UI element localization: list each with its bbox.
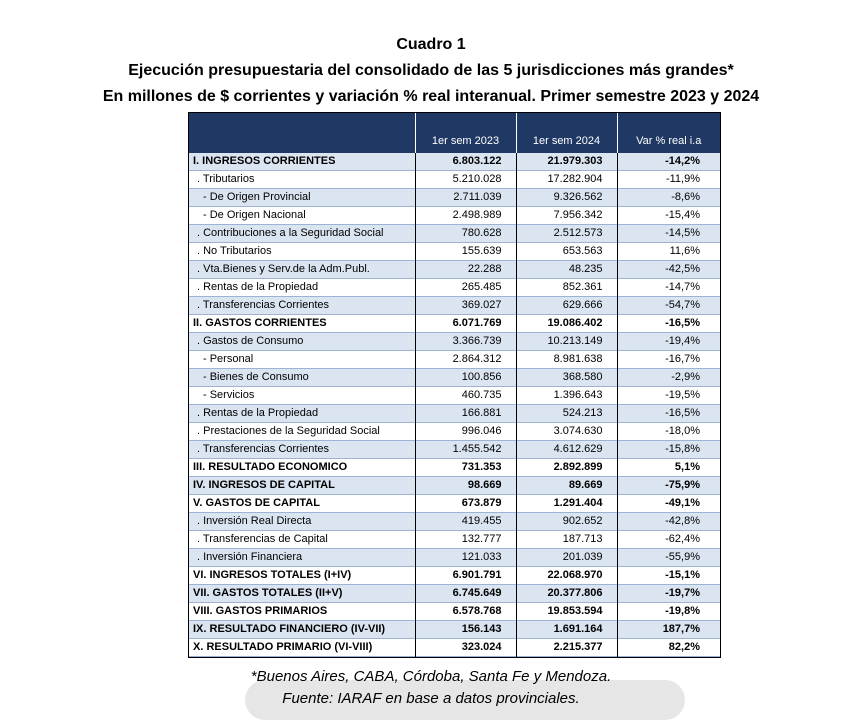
value-2024: 653.563: [516, 243, 617, 261]
header-variation: Var % real i.a: [617, 113, 720, 153]
row-label: II. GASTOS CORRIENTES: [189, 315, 415, 333]
header-2024: 1er sem 2024: [516, 113, 617, 153]
value-2024: 201.039: [516, 549, 617, 567]
value-variation: 11,6%: [617, 243, 720, 261]
value-variation: -15,1%: [617, 567, 720, 585]
table-row: [189, 477, 720, 495]
value-variation: -19,8%: [617, 603, 720, 621]
value-2024: 368.580: [516, 369, 617, 387]
value-2023: 3.366.739: [415, 333, 516, 351]
value-2023: 6.901.791: [415, 567, 516, 585]
value-2023: 132.777: [415, 531, 516, 549]
table-row: [189, 225, 720, 243]
value-variation: -16,7%: [617, 351, 720, 369]
table-row: [189, 585, 720, 603]
row-label: - Personal: [189, 351, 415, 369]
table-row: [189, 297, 720, 315]
value-2024: 902.652: [516, 513, 617, 531]
value-variation: -14,2%: [617, 153, 720, 171]
table-row: [189, 207, 720, 225]
value-2024: 3.074.630: [516, 423, 617, 441]
source-note: Fuente: IARAF en base a datos provinciales.: [282, 690, 580, 707]
table-row: [189, 441, 720, 459]
value-2024: 1.691.164: [516, 621, 617, 639]
value-2024: 22.068.970: [516, 567, 617, 585]
table-body: [189, 153, 720, 657]
value-2023: 996.046: [415, 423, 516, 441]
row-label: . Contribuciones a la Seguridad Social: [189, 225, 415, 243]
value-2023: 155.639: [415, 243, 516, 261]
value-2023: 6.803.122: [415, 153, 516, 171]
table-row: [189, 333, 720, 351]
row-label: . Gastos de Consumo: [189, 333, 415, 351]
value-2023: 460.735: [415, 387, 516, 405]
value-variation: -15,8%: [617, 441, 720, 459]
value-2023: 1.455.542: [415, 441, 516, 459]
row-label: VII. GASTOS TOTALES (II+V): [189, 585, 415, 603]
value-variation: 82,2%: [617, 639, 720, 657]
value-2023: 6.071.769: [415, 315, 516, 333]
value-variation: -14,5%: [617, 225, 720, 243]
value-2024: 187.713: [516, 531, 617, 549]
value-variation: 5,1%: [617, 459, 720, 477]
row-label: I. INGRESOS CORRIENTES: [189, 153, 415, 171]
value-2024: 1.396.643: [516, 387, 617, 405]
budget-table: [189, 113, 720, 657]
table-row: [189, 387, 720, 405]
table-row: [189, 639, 720, 657]
value-variation: -42,8%: [617, 513, 720, 531]
value-variation: -75,9%: [617, 477, 720, 495]
row-label: . Tributarios: [189, 171, 415, 189]
row-label: . Transferencias de Capital: [189, 531, 415, 549]
table-row: [189, 279, 720, 297]
value-2024: 7.956.342: [516, 207, 617, 225]
table-row: [189, 153, 720, 171]
row-label: - Servicios: [189, 387, 415, 405]
table-row: [189, 567, 720, 585]
value-2024: 2.892.899: [516, 459, 617, 477]
value-2023: 22.288: [415, 261, 516, 279]
row-label: IV. INGRESOS DE CAPITAL: [189, 477, 415, 495]
value-2024: 89.669: [516, 477, 617, 495]
row-label: . Vta.Bienes y Serv.de la Adm.Publ.: [189, 261, 415, 279]
row-label: VIII. GASTOS PRIMARIOS: [189, 603, 415, 621]
value-2024: 19.853.594: [516, 603, 617, 621]
value-variation: -19,7%: [617, 585, 720, 603]
row-label: IX. RESULTADO FINANCIERO (IV-VII): [189, 621, 415, 639]
row-label: VI. INGRESOS TOTALES (I+IV): [189, 567, 415, 585]
row-label: . Inversión Real Directa: [189, 513, 415, 531]
value-variation: -62,4%: [617, 531, 720, 549]
value-2024: 21.979.303: [516, 153, 617, 171]
value-variation: -11,9%: [617, 171, 720, 189]
table-header: [189, 113, 720, 153]
table-number: Cuadro 1: [396, 36, 466, 53]
table-row: [189, 549, 720, 567]
row-label: - Bienes de Consumo: [189, 369, 415, 387]
value-2024: 19.086.402: [516, 315, 617, 333]
row-label: III. RESULTADO ECONOMICO: [189, 459, 415, 477]
row-label: . Prestaciones de la Seguridad Social: [189, 423, 415, 441]
value-2023: 98.669: [415, 477, 516, 495]
value-2024: 10.213.149: [516, 333, 617, 351]
value-2024: 2.215.377: [516, 639, 617, 657]
row-label: X. RESULTADO PRIMARIO (VI-VIII): [189, 639, 415, 657]
table-row: [189, 189, 720, 207]
table-title: Ejecución presupuestaria del consolidado de las 5 jurisdicciones más grandes*: [128, 62, 734, 79]
value-2023: 5.210.028: [415, 171, 516, 189]
table-subtitle: En millones de $ corrientes y variación % real interanual. Primer semestre 2023 y 2024: [102, 88, 760, 105]
value-2023: 6.745.649: [415, 585, 516, 603]
table-row: [189, 495, 720, 513]
table-row: [189, 513, 720, 531]
table-row: [189, 621, 720, 639]
row-label: - De Origen Nacional: [189, 207, 415, 225]
footnote: *Buenos Aires, CABA, Córdoba, Santa Fe y Mendoza.: [250, 668, 612, 685]
value-variation: -19,4%: [617, 333, 720, 351]
value-variation: -19,5%: [617, 387, 720, 405]
table-row: [189, 603, 720, 621]
value-variation: 187,7%: [617, 621, 720, 639]
value-2023: 2.498.989: [415, 207, 516, 225]
value-variation: -8,6%: [617, 189, 720, 207]
value-2024: 629.666: [516, 297, 617, 315]
value-variation: -16,5%: [617, 315, 720, 333]
value-variation: -42,5%: [617, 261, 720, 279]
row-label: . Inversión Financiera: [189, 549, 415, 567]
table-row: [189, 369, 720, 387]
value-2023: 731.353: [415, 459, 516, 477]
value-2023: 156.143: [415, 621, 516, 639]
row-label: . Rentas de la Propiedad: [189, 405, 415, 423]
value-2023: 121.033: [415, 549, 516, 567]
value-2023: 265.485: [415, 279, 516, 297]
value-2024: 524.213: [516, 405, 617, 423]
value-2024: 17.282.904: [516, 171, 617, 189]
row-label: . Transferencias Corrientes: [189, 441, 415, 459]
value-variation: -2,9%: [617, 369, 720, 387]
table-row: [189, 351, 720, 369]
table-row: [189, 243, 720, 261]
table-row: [189, 171, 720, 189]
footer: [0, 666, 862, 710]
value-2023: 780.628: [415, 225, 516, 243]
value-2024: 1.291.404: [516, 495, 617, 513]
value-variation: -15,4%: [617, 207, 720, 225]
value-2023: 100.856: [415, 369, 516, 387]
table-row: [189, 315, 720, 333]
table-row: [189, 261, 720, 279]
row-label: . No Tributarios: [189, 243, 415, 261]
value-2024: 4.612.629: [516, 441, 617, 459]
row-label: V. GASTOS DE CAPITAL: [189, 495, 415, 513]
value-2024: 8.981.638: [516, 351, 617, 369]
header-concept: [189, 113, 415, 153]
table-row: [189, 405, 720, 423]
value-2024: 9.326.562: [516, 189, 617, 207]
value-2023: 673.879: [415, 495, 516, 513]
value-2024: 852.361: [516, 279, 617, 297]
value-variation: -14,7%: [617, 279, 720, 297]
value-2023: 419.455: [415, 513, 516, 531]
value-2023: 369.027: [415, 297, 516, 315]
row-label: - De Origen Provincial: [189, 189, 415, 207]
budget-table-container: [188, 112, 721, 658]
value-2023: 166.881: [415, 405, 516, 423]
value-2023: 323.024: [415, 639, 516, 657]
value-variation: -54,7%: [617, 297, 720, 315]
header-2023: 1er sem 2023: [415, 113, 516, 153]
value-2023: 6.578.768: [415, 603, 516, 621]
value-2023: 2.711.039: [415, 189, 516, 207]
table-row: [189, 531, 720, 549]
title-block: [0, 32, 862, 110]
value-variation: -18,0%: [617, 423, 720, 441]
value-2024: 2.512.573: [516, 225, 617, 243]
value-variation: -16,5%: [617, 405, 720, 423]
row-label: . Rentas de la Propiedad: [189, 279, 415, 297]
table-row: [189, 423, 720, 441]
value-2024: 20.377.806: [516, 585, 617, 603]
table-row: [189, 459, 720, 477]
value-2023: 2.864.312: [415, 351, 516, 369]
value-2024: 48.235: [516, 261, 617, 279]
row-label: . Transferencias Corrientes: [189, 297, 415, 315]
value-variation: -49,1%: [617, 495, 720, 513]
value-variation: -55,9%: [617, 549, 720, 567]
